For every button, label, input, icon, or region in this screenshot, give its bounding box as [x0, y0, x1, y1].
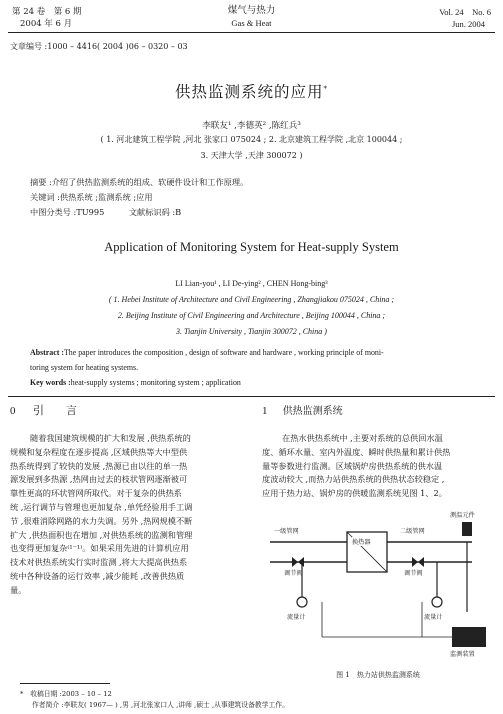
paper-title-en: Application of Monitoring System for Heat-supply System [104, 240, 399, 254]
left-flowmeter-icon [297, 597, 307, 607]
section-1-heading [262, 402, 343, 417]
classification-cn: 中图分类号 :TU995 文献标识码 :B [30, 207, 182, 217]
title-footnote-mark: * [323, 84, 328, 93]
section-0-line: 规模和复杂程度在逐步提高 ,区域供热等大中型供 [10, 446, 188, 457]
section-1-title: 供热监测系统 [282, 406, 343, 417]
abstract-divider [8, 396, 495, 397]
header-rule [8, 32, 495, 33]
section-1-line: 应用于热力站、锅炉房的供暖监测系统见图 1、2。 [262, 488, 447, 499]
journal-date: 2004 年 6 月 [20, 19, 73, 29]
figure-1-caption: 图 1 热力站供热监测系统 [336, 671, 420, 679]
footnote-rule [20, 683, 110, 684]
footnote-received-date: * 收稿日期 :2003 – 10 – 12 [20, 690, 112, 698]
journal-name-cn: 煤气与热力 [227, 5, 276, 16]
affiliation-en-line1: ( 1. Hebei Institute of Architecture and Civil Engineering , Zhangjiakou 075024 , China ; [108, 295, 395, 304]
abstract-en-line1 [30, 348, 480, 357]
left-valve-icon [292, 557, 304, 567]
footnote-author-bio: 作者简介 :李联友( 1967— ) ,男 ,河北张家口人 ,讲师 ,硕士 ,从事建筑设备教学工作。 [32, 701, 289, 709]
label-monitor: 监测装置 [450, 651, 475, 658]
abstract-en-text: The paper introduces the composition , design of software and hardware , working principle of moni- [63, 348, 384, 357]
label-flowmeter-left: 流量计 [287, 614, 306, 621]
right-valve-icon [412, 557, 424, 567]
temperature-sensor-icon [462, 522, 472, 536]
journal-volume-en: Vol. 24 No. 6 [439, 7, 491, 17]
section-0-line: 统 ,运行调节与管理也更加复杂 ,单凭经验用手工调 [10, 501, 193, 512]
right-flowmeter-icon [432, 597, 442, 607]
label-flowmeter-right: 流量计 [424, 614, 443, 621]
section-0-line: 统中各种设备的运行效率 ,减少能耗 ,改善供热质 [10, 570, 185, 581]
section-0-line: 节 ,很难消除网路的水力失调。另外 ,热网规模不断 [10, 515, 193, 526]
label-valve-left: 调节阀 [284, 570, 303, 577]
journal-name-en: Gas & Heat [231, 18, 272, 28]
section-1-number: 1 [262, 405, 268, 417]
label-exchanger: 换热器 [352, 539, 371, 546]
section-1-line: 度、循环水量、室内外温度、瞬时供热量和累计供热 [262, 446, 451, 457]
keywords-en-label: Key words : [30, 378, 71, 387]
section-0-line: 靠性更高的环状管网所取代。对于复杂的供热系 [10, 488, 182, 499]
label-secondary-net: 二级管网 [400, 528, 425, 535]
paper-title-cn [0, 80, 503, 102]
paper-title-text: 供热监测系统的应用 [174, 83, 324, 101]
journal-date-en: Jun. 2004 [451, 19, 485, 29]
section-0-line: 量。 [10, 584, 27, 595]
abstract-cn: 摘要 :介绍了供热监测系统的组成、软硬件设计和工作原理。 [30, 177, 249, 187]
affiliation-cn-line2: 3. 天津大学 ,天津 300072 ) [200, 151, 303, 160]
section-0-title: 引 言 [33, 404, 77, 417]
keywords-en-line [30, 378, 241, 387]
article-number: 文章编号 :1000 – 4416( 2004 )06 – 0320 – 03 [10, 42, 188, 51]
affiliation-en-line2: 2. Beijing Institute of Civil Engineering and Architecture , Beijing 100044 , China ; [117, 311, 386, 320]
label-terminal: 测温元件 [450, 512, 475, 519]
affiliation-cn-line1: ( 1. 河北建筑工程学院 ,河北 张家口 075024 ; 2. 北京建筑工程学院 ,北京 100044 ; [100, 135, 403, 144]
monitoring-device-box [452, 627, 486, 647]
keywords-cn: 关键词 :供热系统 ;监测系统 ;应用 [30, 192, 153, 202]
section-1-body [262, 432, 494, 501]
abstract-en-line2: toring system for heating systems. [30, 363, 139, 372]
section-0-line: 随着我国建筑规模的扩大和发展 ,供热系统的 [30, 433, 191, 443]
section-0-number: 0 [10, 405, 16, 417]
section-0-line: 扩大 ,供热面积也在增加 ,对供热系统的监测和管理 [10, 529, 193, 540]
journal-volume-issue: 第 24 卷 第 6 期 [12, 7, 82, 17]
section-0-heading [10, 402, 77, 418]
label-primary-net: 一级管网 [274, 528, 299, 535]
label-valve-right: 调节阀 [404, 570, 423, 577]
section-1-line: 度波动较大 ,而热力站供热系统的供热状态较稳定 , [262, 474, 445, 485]
abstract-en-label: Abstract : [30, 348, 64, 357]
section-0-line: 热系统得到了较快的发展 ,热源已由以往的单一热 [10, 460, 188, 471]
section-0-body [10, 432, 244, 598]
section-1-line: 在热水供热系统中 ,主要对系统的总供回水温 [282, 433, 443, 443]
figure-1 [262, 502, 494, 682]
section-0-line: 技术对供热系统实行实时监测 ,将大大提高供热系 [10, 557, 188, 568]
authors-en: LI Lian-you¹ , LI De-ying² , CHEN Hong-bing³ [175, 279, 328, 288]
section-0-line: 源发展到多热源 ,热网由过去的枝状管网逐渐被可 [10, 474, 188, 485]
keywords-en-text: heat-supply systems ; monitoring system ; application [70, 378, 241, 387]
section-1-line: 量等参数进行监测。区域锅炉房供热系统的供水温 [262, 460, 443, 471]
authors-cn: 李联友¹ ,李德英² ,陈红兵³ [202, 121, 301, 131]
affiliation-en-line3: 3. Tianjin University , Tianjin 300072 , China ) [176, 327, 327, 336]
section-0-line: 也变得更加复杂⁽¹⁻¹⁾。如果采用先进的计算机应用 [10, 543, 189, 554]
